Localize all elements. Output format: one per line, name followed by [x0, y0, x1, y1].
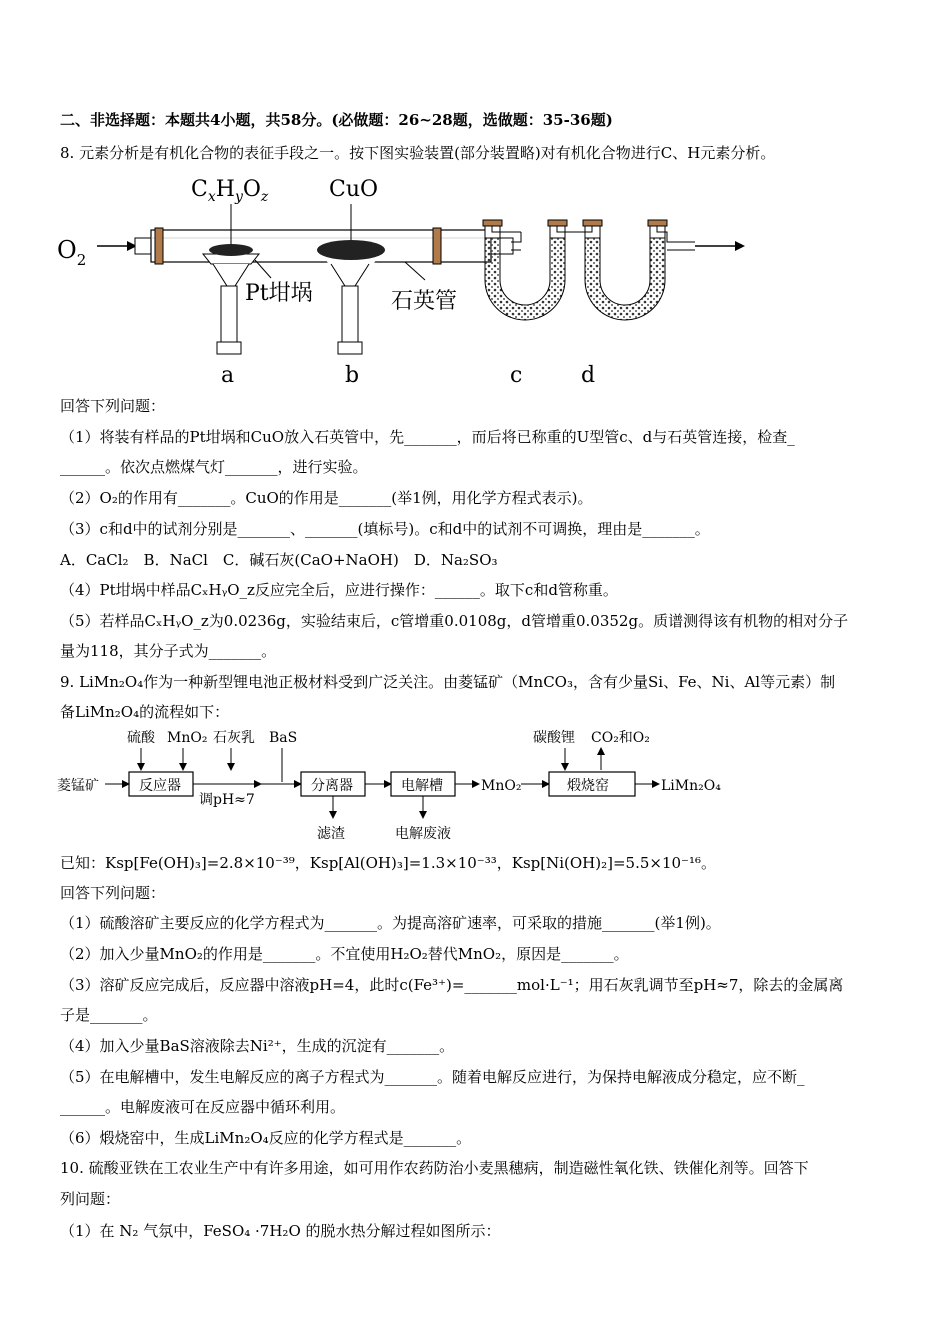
cuo-label: CuO [329, 177, 379, 202]
label-b: b [345, 363, 360, 388]
quartz-tube-label: 石英管 [391, 289, 458, 314]
flow-product: LiMn₂O₄ [661, 778, 721, 794]
q9-answer-prompt: 回答下列问题： [60, 884, 166, 902]
q9-intro-a: 9. LiMn₂O₄作为一种新型锂电池正极材料受到广泛关注。由菱锰矿（MnCO₃，含有少量Si、Fe、Ni、Al等元素）制 [60, 673, 836, 691]
cuo-pile [317, 240, 385, 260]
sample-in-crucible [209, 244, 253, 256]
flow-reactor: 反应器 [139, 778, 181, 794]
q8-part1-b: ______。依次点燃煤气灯_______，进行实验。 [60, 458, 368, 476]
q8-part5-b: 量为118，其分子式为_______。 [60, 642, 277, 660]
q10-intro-b: 列问题： [60, 1190, 121, 1208]
flow-separator: 分离器 [311, 778, 353, 794]
u-tube-d [585, 238, 665, 320]
q8-part1-a: （1）将装有样品的Pt坩埚和CuO放入石英管中，先_______，而后将已称重的U型管c、d与石英管连接，检查_ [60, 428, 795, 446]
q9-part1: （1）硫酸溶矿主要反应的化学方程式为_______。为提高溶矿速率，可采取的措施_______(举1例)。 [60, 914, 721, 932]
q9-part5-b: ______。电解废液可在反应器中循环利用。 [60, 1098, 346, 1116]
q9-part6: （6）煅烧窑中，生成LiMn₂O₄反应的化学方程式是_______。 [60, 1129, 472, 1147]
q8-answer-prompt: 回答下列问题： [60, 397, 166, 415]
burner-b-flame [331, 264, 369, 286]
q8-part2: （2）O₂的作用有_______。CuO的作用是_______(举1例，用化学方程式表示)。 [60, 489, 593, 507]
flow-residue: 滤渣 [317, 826, 345, 842]
flow-acid: 硫酸 [127, 730, 155, 746]
flow-waste: 电解废液 [395, 826, 451, 842]
flow-lime: 石灰乳 [213, 730, 255, 746]
q10-intro-a: 10. 硫酸亚铁在工农业生产中有许多用途，如可用作农药防治小麦黑穗病，制造磁性氧化铁、铁催化剂等。回答下 [60, 1159, 809, 1177]
q9-part3-b: 子是_______。 [60, 1006, 158, 1024]
q9-part5-a: （5）在电解槽中，发生电解反应的离子方程式为_______。随着电解反应进行，为保持电解液成分稳定，应不断_ [60, 1068, 805, 1086]
flow-mno2-top: MnO₂ [167, 730, 208, 746]
burner-a [221, 286, 237, 342]
flow-gases: CO₂和O₂ [591, 730, 650, 746]
q8-part4: （4）Pt坩埚中样品CₓHᵧO_z反应完全后，应进行操作：______。取下c和d管称重。 [60, 581, 618, 599]
q9-part4: （4）加入少量BaS溶液除去Ni²⁺，生成的沉淀有_______。 [60, 1037, 455, 1055]
q9-part2: （2）加入少量MnO₂的作用是_______。不宜使用H₂O₂替代MnO₂，原因是_______。 [60, 945, 629, 963]
sample-formula: $C_xH_yO_z$ [191, 177, 269, 205]
left-stopper [155, 228, 163, 264]
flow-ore: 菱锰矿 [57, 778, 99, 794]
flow-ph: 调pH≈7 [199, 792, 255, 808]
q10-part1: （1）在 N₂ 气氛中，FeSO₄ ·7H₂O 的脱水热分解过程如图所示： [60, 1222, 501, 1240]
q9-known: 已知：Ksp[Fe(OH)₃]=2.8×10⁻³⁹，Ksp[Al(OH)₃]=1.3×10⁻³³，Ksp[Ni(OH)₂]=5.5×10⁻¹⁶。 [60, 854, 717, 872]
burner-b [342, 286, 358, 342]
flow-cell: 电解槽 [401, 778, 443, 794]
q8-part3: （3）c和d中的试剂分别是_______、_______(填标号)。c和d中的试剂不可调换，理由是_______。 [60, 520, 710, 538]
label-d: d [581, 363, 596, 388]
flow-bas: BaS [269, 730, 298, 746]
flow-li2co3: 碳酸锂 [533, 730, 575, 746]
q8-options: A．CaCl₂ B．NaCl C．碱石灰(CaO+NaOH) D．Na₂SO₃ [60, 551, 498, 569]
q8-intro: 8. 元素分析是有机化合物的表征手段之一。按下图实验装置(部分装置略)对有机化合物进行C、H元素分析。 [60, 144, 776, 162]
label-c: c [510, 363, 523, 388]
q9-flow-diagram [55, 726, 735, 846]
o2-label: $O_2$ [57, 236, 87, 269]
burner-a-flame [213, 264, 249, 286]
pt-crucible-label: Pt坩埚 [245, 281, 313, 306]
label-a: a [221, 363, 235, 388]
q8-apparatus-diagram [55, 168, 755, 390]
flow-mno2: MnO₂ [481, 778, 522, 794]
q9-part3-a: （3）溶矿反应完成后，反应器中溶液pH=4，此时c(Fe³⁺)=_______mol·L⁻¹；用石灰乳调节至pH≈7，除去的金属离 [60, 976, 844, 994]
q9-intro-b: 备LiMn₂O₄的流程如下： [60, 703, 230, 721]
right-stopper [433, 228, 441, 264]
q8-part5-a: （5）若样品CₓHᵧO_z为0.0236g，实验结束后，c管增重0.0108g，d管增重0.0352g。质谱测得该有机物的相对分子 [60, 612, 849, 630]
flow-kiln: 煅烧窑 [567, 778, 609, 794]
section-header: 二、非选择题：本题共4小题，共58分。(必做题：26~28题，选做题：35-36题) [60, 111, 613, 129]
u-tube-c [485, 238, 565, 320]
